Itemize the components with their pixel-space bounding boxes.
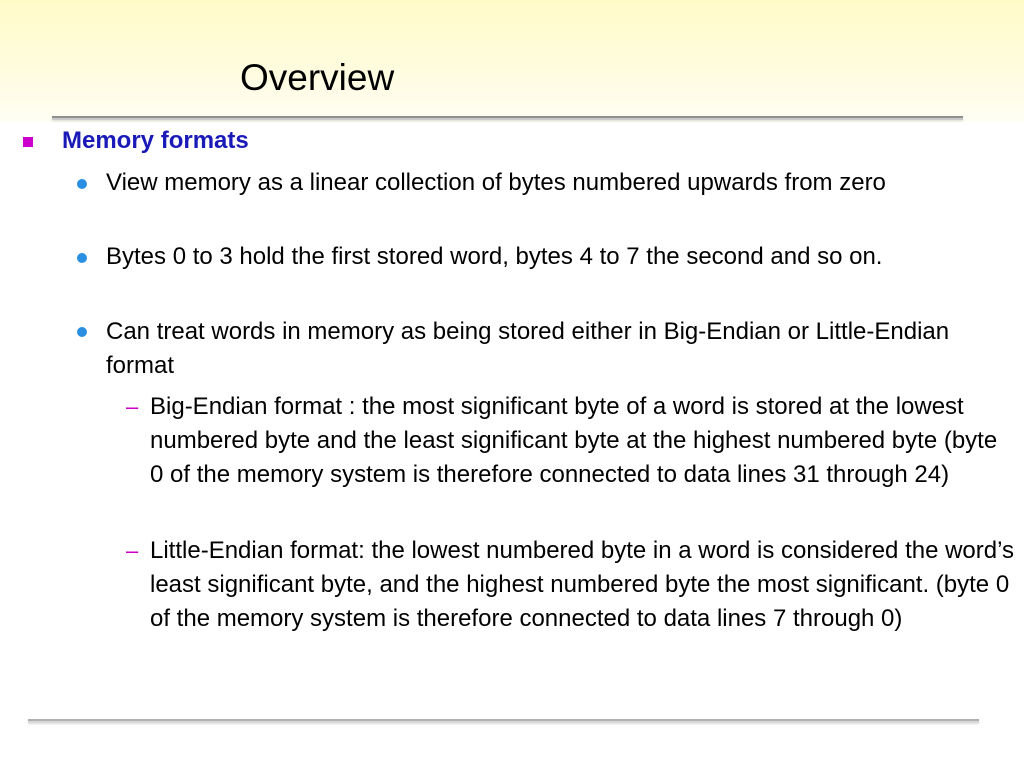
bullet-memory-formats: Memory formats [62, 127, 249, 154]
bullet-linear-collection: View memory as a linear collection of bytes numbered upwards from zero [106, 169, 886, 196]
bullet-little-endian: Little-Endian format: the lowest numbered byte in a word is considered the word’s least significant byte, and the highest numbered byte the most significant. (byte 0 of the memory system is therefore connected to data lines 7 through 0) [150, 537, 1015, 632]
dash-bullet-icon: – [126, 538, 139, 563]
round-bullet-icon [77, 253, 87, 263]
round-bullet-icon [77, 179, 87, 189]
footer-divider [28, 719, 979, 723]
bullet-byte-ranges: Bytes 0 to 3 hold the first stored word, bytes 4 to 7 the second and so on. [106, 243, 883, 270]
bullet-big-endian: Big-Endian format : the most significant byte of a word is stored at the lowest numbered byte and the least significant byte at the highest numbered byte (byte 0 of the memory system is therefore connected to data lines 31 through 24) [150, 393, 998, 488]
bullet-endian-formats: Can treat words in memory as being stored either in Big-Endian or Little-Endian format [106, 318, 950, 379]
round-bullet-icon [77, 327, 87, 337]
slide-title: Overview [240, 57, 395, 98]
square-bullet-icon [23, 137, 33, 147]
dash-bullet-icon: – [126, 394, 139, 419]
